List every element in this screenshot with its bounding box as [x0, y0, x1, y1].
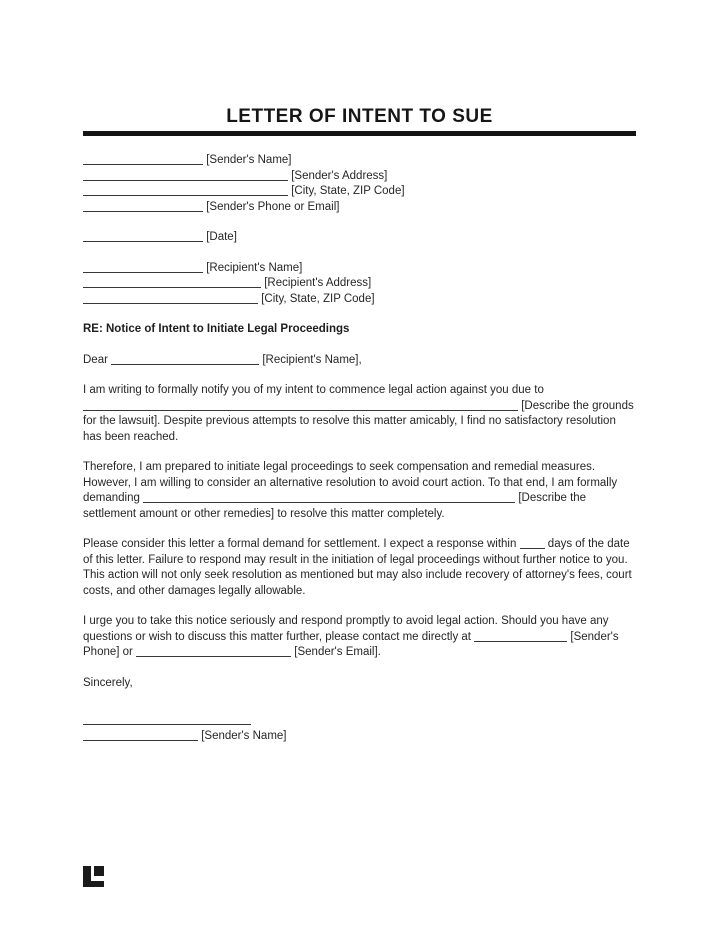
- recipient-name-label: [Recipient's Name]: [206, 261, 303, 274]
- recipient-name-line: [83, 261, 636, 277]
- paragraph-2-text: Therefore, I am prepared to initiate legal proceedings to seek compensation and remedial measures. However, I am willing to consider an alternative resolution to avoid court action. To that end, I am formally demanding: [83, 461, 618, 504]
- sender-name-line: [83, 153, 636, 169]
- paragraph-1-text: [Describe the grounds for the lawsuit]. Despite previous attempts to resolve this matter amicably, I find no satisfactory resolution has been reached.: [83, 399, 634, 443]
- recipient-city-line: [83, 292, 636, 308]
- date-label: [Date]: [206, 231, 237, 243]
- signature-name-line: [83, 729, 636, 745]
- salutation-suffix: [Recipient's Name],: [262, 353, 362, 366]
- recipient-address-block: [83, 261, 636, 308]
- blank-line: [83, 714, 251, 725]
- sender-name-label: [Sender's Name]: [206, 154, 292, 166]
- blank-line: [83, 154, 203, 165]
- paragraph-4-text: [Sender's Phone] or: [83, 630, 619, 658]
- paragraph-4-text: [Sender's Email].: [294, 646, 381, 658]
- date-line: [83, 230, 636, 246]
- blank-line: [83, 293, 258, 304]
- sender-city-label: [City, State, ZIP Code]: [291, 185, 405, 197]
- recipient-address-line: [83, 276, 636, 292]
- paragraph-3-text: Please consider this letter a formal demand for settlement. I expect a response within: [83, 538, 517, 550]
- blank-line: [83, 185, 288, 196]
- signature-block: [83, 713, 636, 744]
- paragraph-2-text: [Describe the settlement amount or other remedies] to resolve this matter completely.: [83, 492, 587, 520]
- blank-line: [520, 538, 545, 549]
- paragraph-3: [83, 537, 636, 599]
- paragraph-1: [83, 383, 636, 445]
- closing-line: Sincerely,: [83, 676, 133, 689]
- recipient-city-label: [City, State, ZIP Code]: [261, 292, 375, 305]
- blank-line: [143, 492, 515, 503]
- blank-line: [83, 201, 203, 212]
- signature-name-label: [Sender's Name]: [201, 729, 287, 742]
- paragraph-4: [83, 614, 636, 661]
- legaltemplates-logo-icon: [83, 866, 104, 887]
- sender-contact-label: [Sender's Phone or Email]: [206, 200, 340, 213]
- blank-line: [83, 730, 198, 741]
- paragraph-4-text: I urge you to take this notice seriously and respond promptly to avoid legal action. Should you have any questions or wish to discuss this matter further, please contact me directly at: [83, 615, 609, 643]
- salutation-line: [83, 353, 636, 369]
- salutation-prefix: Dear: [83, 353, 108, 366]
- sender-address-line: [83, 169, 636, 185]
- paragraph-3-text: days of the date of this letter. Failure to respond may result in the initiation of legal proceedings without further notice to you. This action will not only seek resolution as mentioned but may also include recovery of attorney's fees, court costs, and other damages legally allowable.: [83, 538, 632, 597]
- blank-line: [136, 646, 291, 657]
- blank-line: [83, 170, 288, 181]
- blank-line: [111, 354, 259, 365]
- blank-line: [83, 400, 518, 411]
- document-title: LETTER OF INTENT TO SUE: [226, 106, 493, 127]
- letter-content: [83, 0, 636, 744]
- blank-line: [474, 631, 567, 642]
- blank-line: [83, 262, 203, 273]
- recipient-address-label: [Recipient's Address]: [264, 277, 372, 289]
- logo-bottom-bar: [83, 881, 104, 887]
- blank-line: [83, 231, 203, 242]
- sender-city-line: [83, 184, 636, 200]
- title-divider-rule: [83, 131, 636, 136]
- signature-line: [83, 713, 636, 729]
- subject-line: RE: Notice of Intent to Initiate Legal Proceedings: [83, 323, 350, 335]
- blank-line: [83, 277, 261, 288]
- sender-contact-line: [83, 200, 636, 216]
- logo-top-right-square: [94, 866, 104, 876]
- sender-address-block: [83, 153, 636, 215]
- paragraph-2: [83, 460, 636, 522]
- sender-address-label: [Sender's Address]: [291, 169, 388, 182]
- paragraph-1-text: I am writing to formally notify you of my intent to commence legal action against you due to: [83, 384, 544, 396]
